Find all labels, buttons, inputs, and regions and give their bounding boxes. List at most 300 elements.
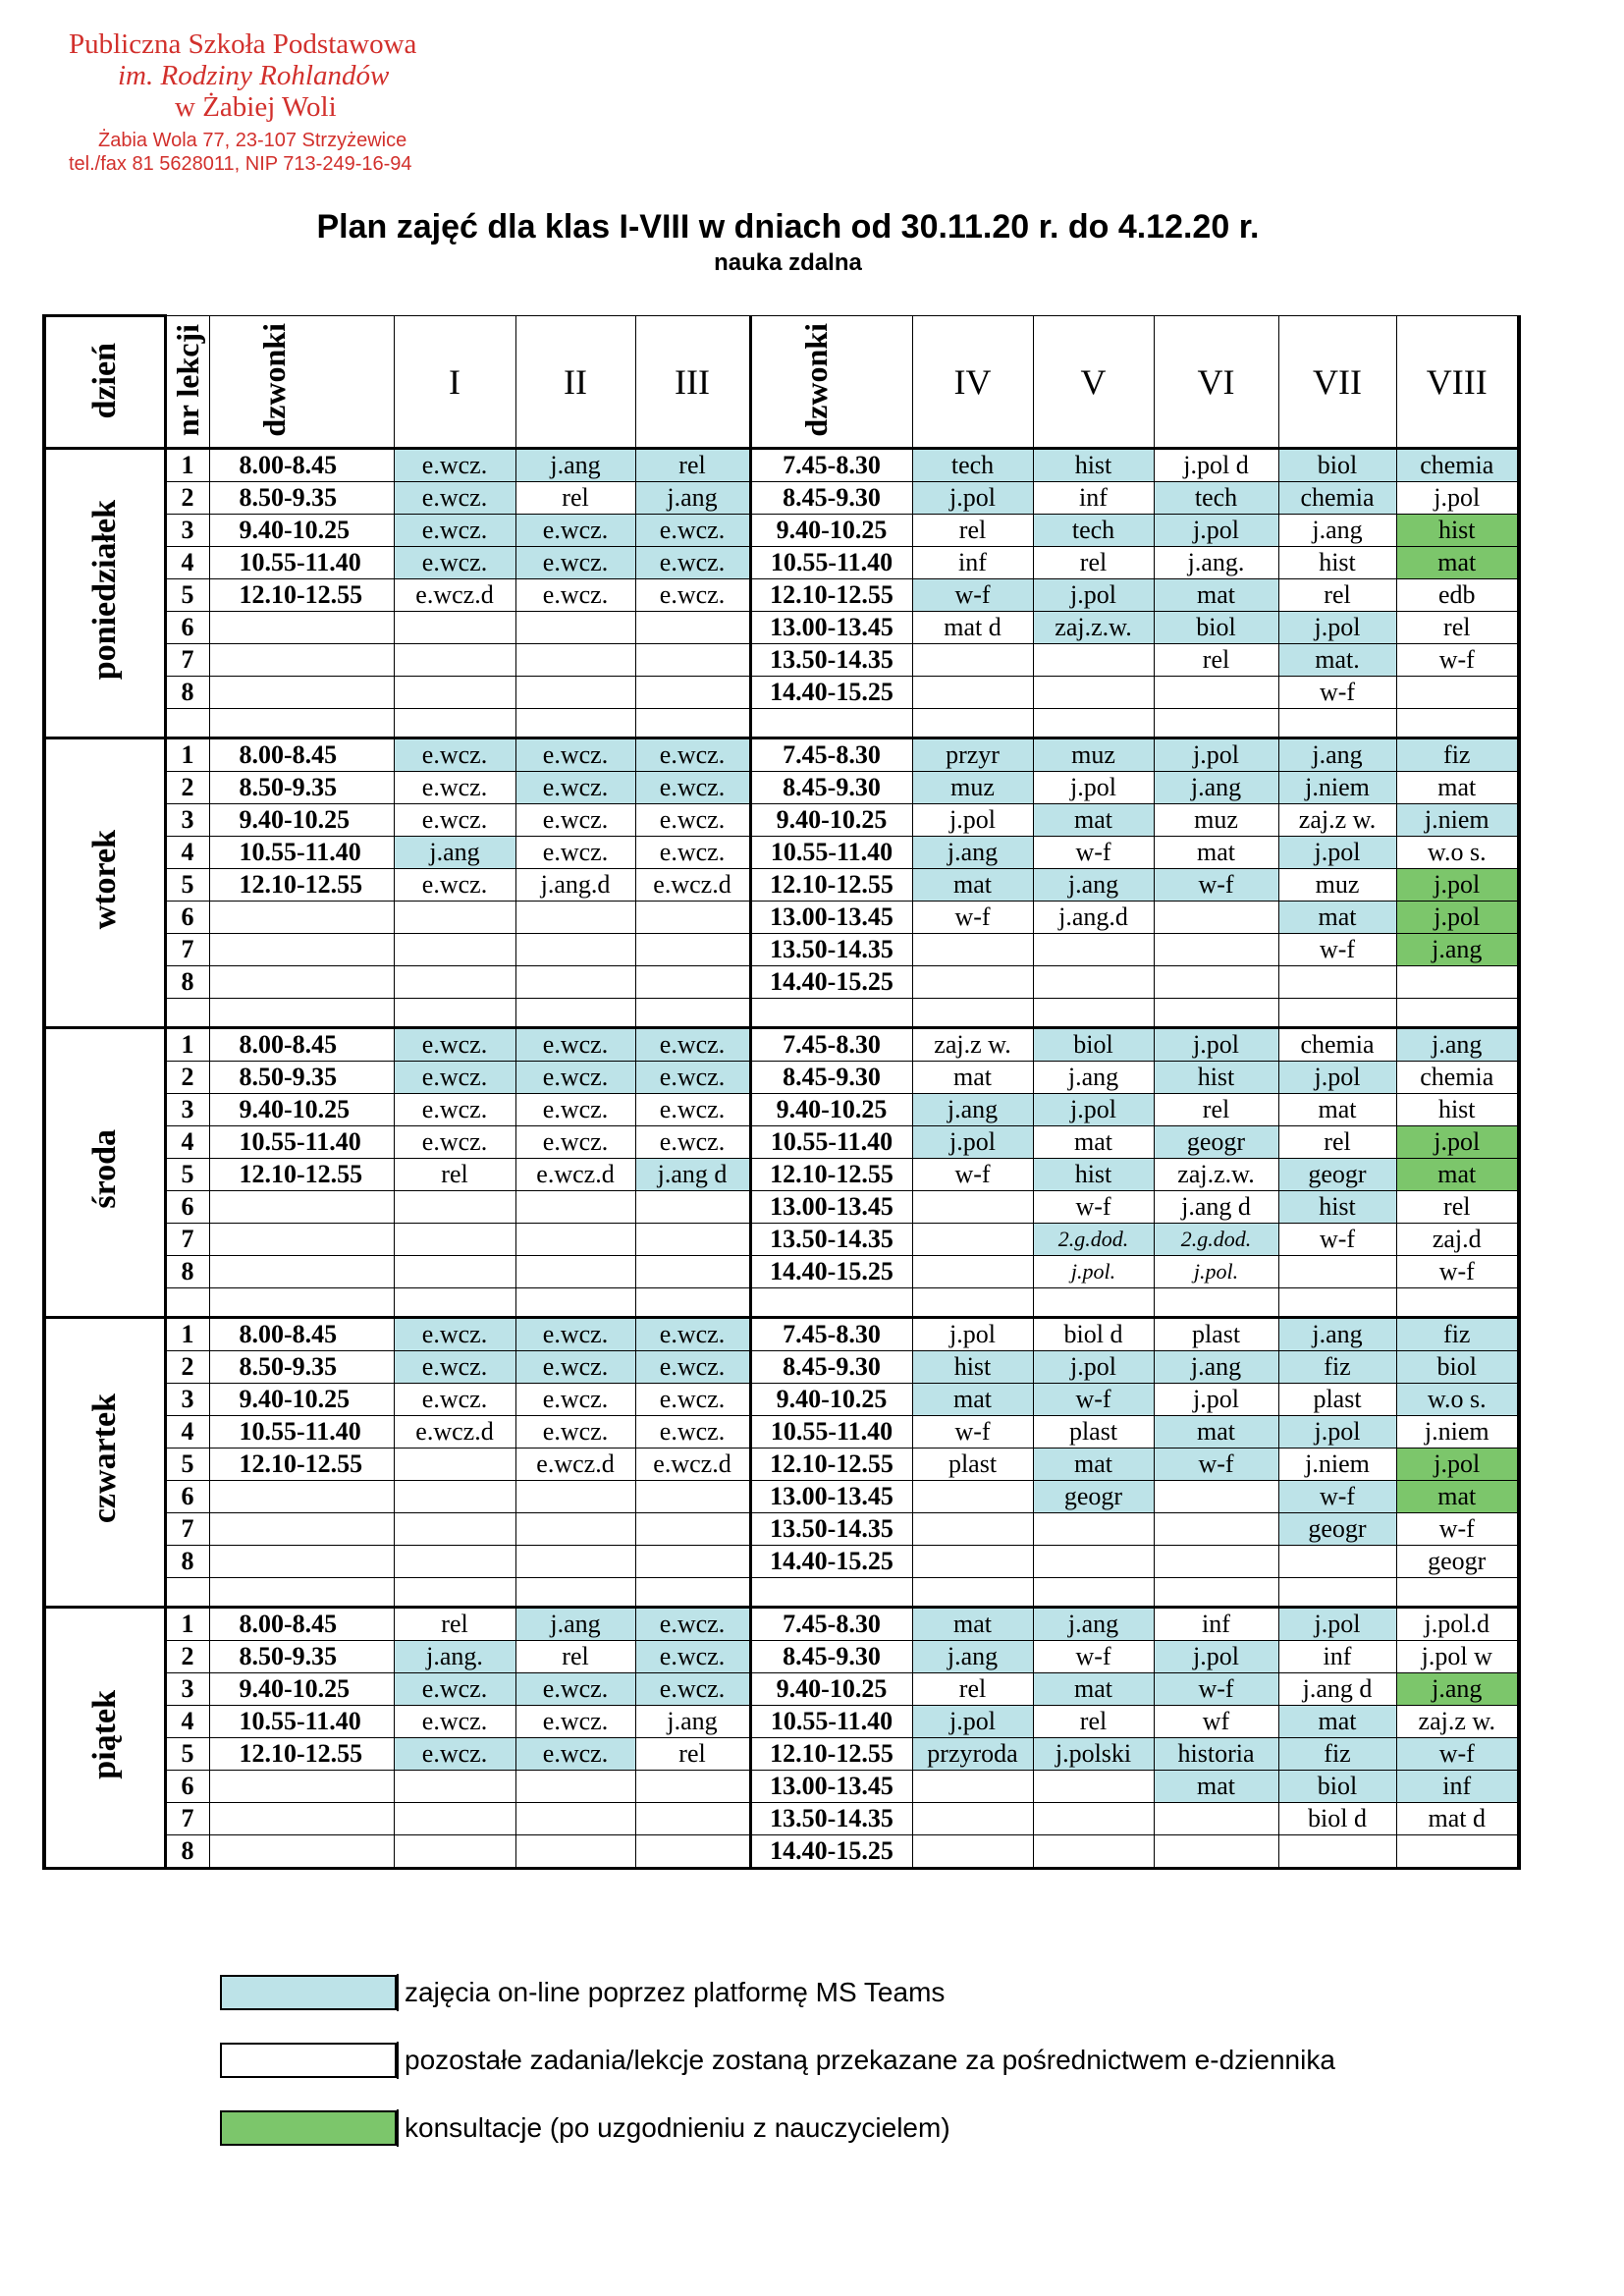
table-row — [44, 1641, 1519, 1673]
page-title: Plan zajęć dla klas I-VIII w dniach od 30.11.20 r. do 4.12.20 r. — [316, 208, 1260, 246]
bell-time — [209, 1835, 394, 1869]
day-name: czwartek — [85, 1394, 123, 1524]
cell-class-III: e.wcz. — [635, 804, 750, 837]
cell-class-V: inf — [1033, 482, 1154, 515]
cell-class-IV: j.ang — [912, 1094, 1033, 1126]
spacer-row — [44, 1288, 1519, 1318]
cell-class-III: e.wcz. — [635, 1351, 750, 1384]
cell-class-V: tech — [1033, 515, 1154, 547]
bell-time-2: 9.40-10.25 — [750, 1094, 912, 1126]
cell-class-V: biol d — [1033, 1318, 1154, 1351]
cell-class-I: e.wcz. — [394, 804, 515, 837]
cell-class-VII: biol d — [1278, 1803, 1396, 1835]
cell-class-III: j.ang — [635, 482, 750, 515]
lesson-number: 5 — [165, 1159, 209, 1191]
cell-class-V: j.pol — [1033, 1351, 1154, 1384]
bell-time — [209, 1256, 394, 1288]
lesson-number: 5 — [165, 579, 209, 612]
cell-class-V: j.ang — [1033, 869, 1154, 902]
header-class-V: V — [1033, 316, 1154, 449]
cell-class-III: e.wcz. — [635, 837, 750, 869]
bell-time-2: 13.00-13.45 — [750, 902, 912, 934]
cell-class-VII — [1278, 966, 1396, 999]
cell-class-VI: w-f — [1154, 1449, 1278, 1481]
cell-class-II: e.wcz. — [515, 547, 635, 579]
cell-class-VIII: zaj.z w. — [1396, 1706, 1519, 1738]
cell-class-VII: mat — [1278, 1706, 1396, 1738]
cell-class-VI — [1154, 677, 1278, 709]
page-subtitle: nauka zdalna — [714, 249, 862, 276]
cell-class-VII: biol — [1278, 449, 1396, 482]
lesson-number: 1 — [165, 1318, 209, 1351]
cell-class-V — [1033, 1771, 1154, 1803]
table-row — [44, 1159, 1519, 1191]
lesson-number: 5 — [165, 1449, 209, 1481]
cell-class-I: e.wcz.d — [394, 1416, 515, 1449]
cell-class-I — [394, 1191, 515, 1224]
spacer-cell — [1033, 999, 1154, 1028]
cell-class-VIII: chemia — [1396, 449, 1519, 482]
cell-class-IV — [912, 1224, 1033, 1256]
legend-text-consult: konsultacje (po uzgodnieniu z nauczycielem) — [397, 2109, 950, 2147]
cell-class-III — [635, 1546, 750, 1578]
cell-class-II: e.wcz. — [515, 1094, 635, 1126]
lesson-number: 7 — [165, 934, 209, 966]
lesson-number: 5 — [165, 869, 209, 902]
cell-class-VIII: hist — [1396, 515, 1519, 547]
cell-class-V: hist — [1033, 1159, 1154, 1191]
header-lesson — [165, 316, 209, 449]
cell-class-VII: geogr — [1278, 1159, 1396, 1191]
bell-time: 9.40-10.25 — [209, 515, 394, 547]
cell-class-IV: muz — [912, 772, 1033, 804]
cell-class-IV: rel — [912, 1673, 1033, 1706]
lesson-number: 7 — [165, 1803, 209, 1835]
bell-time-2: 12.10-12.55 — [750, 1738, 912, 1771]
cell-class-II: e.wcz. — [515, 515, 635, 547]
lesson-number: 1 — [165, 449, 209, 482]
cell-class-VII: muz — [1278, 869, 1396, 902]
cell-class-III: e.wcz.d — [635, 1449, 750, 1481]
cell-class-V: 2.g.dod. — [1033, 1224, 1154, 1256]
cell-class-IV: rel — [912, 515, 1033, 547]
bell-time — [209, 1191, 394, 1224]
table-row — [44, 579, 1519, 612]
cell-class-VI: biol — [1154, 612, 1278, 644]
cell-class-VII: fiz — [1278, 1351, 1396, 1384]
day-cell — [44, 449, 165, 738]
bell-time — [209, 1513, 394, 1546]
cell-class-II: e.wcz.d — [515, 1159, 635, 1191]
cell-class-VII: geogr — [1278, 1513, 1396, 1546]
cell-class-VI — [1154, 1546, 1278, 1578]
spacer-cell — [394, 1578, 515, 1608]
table-row — [44, 1416, 1519, 1449]
spacer-cell — [1396, 709, 1519, 738]
cell-class-VII — [1278, 1835, 1396, 1869]
spacer-cell — [750, 709, 912, 738]
cell-class-IV: j.pol — [912, 1706, 1033, 1738]
cell-class-II — [515, 677, 635, 709]
day-name: wtorek — [85, 829, 123, 930]
cell-class-II — [515, 1771, 635, 1803]
cell-class-IV: mat — [912, 1062, 1033, 1094]
cell-class-VIII: fiz — [1396, 1318, 1519, 1351]
bell-time: 12.10-12.55 — [209, 1159, 394, 1191]
bell-time-2: 8.45-9.30 — [750, 482, 912, 515]
cell-class-VIII: w-f — [1396, 1256, 1519, 1288]
bell-time: 9.40-10.25 — [209, 1094, 394, 1126]
cell-class-VI: w-f — [1154, 869, 1278, 902]
cell-class-VIII: w.o s. — [1396, 837, 1519, 869]
bell-time: 8.50-9.35 — [209, 1351, 394, 1384]
table-row — [44, 934, 1519, 966]
lesson-number: 4 — [165, 1416, 209, 1449]
cell-class-V: biol — [1033, 1028, 1154, 1062]
lesson-number: 6 — [165, 612, 209, 644]
spacer-cell — [165, 999, 209, 1028]
cell-class-VI — [1154, 1513, 1278, 1546]
cell-class-I: e.wcz. — [394, 449, 515, 482]
cell-class-VI: j.ang. — [1154, 547, 1278, 579]
cell-class-VIII: biol — [1396, 1351, 1519, 1384]
lesson-number: 2 — [165, 772, 209, 804]
cell-class-VII: j.pol — [1278, 612, 1396, 644]
day-name: poniedziałek — [85, 499, 123, 681]
lesson-number: 1 — [165, 1608, 209, 1641]
spacer-cell — [912, 999, 1033, 1028]
cell-class-VII — [1278, 1546, 1396, 1578]
legend-item-teams — [220, 1974, 1335, 2011]
cell-class-IV: przyroda — [912, 1738, 1033, 1771]
cell-class-VII: j.ang — [1278, 1318, 1396, 1351]
bell-time: 10.55-11.40 — [209, 1416, 394, 1449]
cell-class-VI: inf — [1154, 1608, 1278, 1641]
cell-class-IV — [912, 1481, 1033, 1513]
cell-class-VII — [1278, 1256, 1396, 1288]
bell-time-2: 9.40-10.25 — [750, 515, 912, 547]
cell-class-VIII: mat — [1396, 547, 1519, 579]
table-row — [44, 1126, 1519, 1159]
cell-class-VII: w-f — [1278, 1224, 1396, 1256]
cell-class-V: mat — [1033, 804, 1154, 837]
cell-class-VIII: geogr — [1396, 1546, 1519, 1578]
cell-class-VIII: j.ang — [1396, 934, 1519, 966]
header-class-VI: VI — [1154, 316, 1278, 449]
cell-class-IV — [912, 1771, 1033, 1803]
bell-time-2: 14.40-15.25 — [750, 1546, 912, 1578]
cell-class-II: rel — [515, 1641, 635, 1673]
cell-class-IV: mat — [912, 1608, 1033, 1641]
cell-class-V: hist — [1033, 449, 1154, 482]
cell-class-VII: fiz — [1278, 1738, 1396, 1771]
cell-class-VII: j.ang — [1278, 515, 1396, 547]
bell-time: 8.50-9.35 — [209, 772, 394, 804]
header-class-VII: VII — [1278, 316, 1396, 449]
stamp-line-2: im. Rodziny Rohlandów — [118, 59, 390, 91]
cell-class-VI: j.pol — [1154, 1384, 1278, 1416]
cell-class-III: e.wcz. — [635, 1384, 750, 1416]
schedule-table — [42, 314, 1521, 1870]
spacer-cell — [635, 1288, 750, 1318]
table-row — [44, 1481, 1519, 1513]
cell-class-III — [635, 966, 750, 999]
table-row — [44, 772, 1519, 804]
spacer-cell — [1033, 1288, 1154, 1318]
bell-time-2: 8.45-9.30 — [750, 1351, 912, 1384]
header-row — [44, 316, 1519, 449]
bell-time-2: 13.50-14.35 — [750, 1513, 912, 1546]
cell-class-V: j.pol. — [1033, 1256, 1154, 1288]
cell-class-V: mat — [1033, 1126, 1154, 1159]
spacer-cell — [1278, 999, 1396, 1028]
cell-class-II: e.wcz.d — [515, 1449, 635, 1481]
cell-class-IV: w-f — [912, 902, 1033, 934]
bell-time-2: 7.45-8.30 — [750, 738, 912, 772]
lesson-number: 2 — [165, 1641, 209, 1673]
bell-time: 12.10-12.55 — [209, 579, 394, 612]
table-row — [44, 1028, 1519, 1062]
cell-class-I: e.wcz. — [394, 772, 515, 804]
stamp-line-5: tel./fax 81 5628011, NIP 713-249-16-94 — [69, 152, 412, 175]
bell-time — [209, 1224, 394, 1256]
cell-class-III: j.ang d — [635, 1159, 750, 1191]
cell-class-VIII: w.o s. — [1396, 1384, 1519, 1416]
cell-class-VIII — [1396, 677, 1519, 709]
table-row — [44, 1191, 1519, 1224]
table-row — [44, 612, 1519, 644]
spacer-cell — [912, 1578, 1033, 1608]
bell-time-2: 10.55-11.40 — [750, 1706, 912, 1738]
cell-class-IV — [912, 1191, 1033, 1224]
cell-class-V — [1033, 1835, 1154, 1869]
cell-class-VIII — [1396, 1835, 1519, 1869]
cell-class-III: e.wcz. — [635, 738, 750, 772]
bell-time: 12.10-12.55 — [209, 1738, 394, 1771]
cell-class-II: j.ang — [515, 1608, 635, 1641]
cell-class-V: rel — [1033, 1706, 1154, 1738]
cell-class-VI: j.pol d — [1154, 449, 1278, 482]
cell-class-I — [394, 1513, 515, 1546]
table-row — [44, 1351, 1519, 1384]
table-row — [44, 1224, 1519, 1256]
cell-class-VI: w-f — [1154, 1673, 1278, 1706]
cell-class-VIII: inf — [1396, 1771, 1519, 1803]
table-row — [44, 677, 1519, 709]
cell-class-I: rel — [394, 1159, 515, 1191]
cell-class-VIII: rel — [1396, 1191, 1519, 1224]
spacer-cell — [515, 1578, 635, 1608]
cell-class-VIII: j.niem — [1396, 804, 1519, 837]
stamp-line-1: Publiczna Szkoła Podstawowa — [69, 28, 417, 60]
cell-class-V: w-f — [1033, 1641, 1154, 1673]
cell-class-VI: j.pol — [1154, 738, 1278, 772]
bell-time: 8.00-8.45 — [209, 1318, 394, 1351]
table-row — [44, 966, 1519, 999]
legend-swatch-consult — [220, 2110, 397, 2146]
cell-class-IV — [912, 966, 1033, 999]
cell-class-IV: mat d — [912, 612, 1033, 644]
bell-time-2: 7.45-8.30 — [750, 1608, 912, 1641]
cell-class-IV: inf — [912, 547, 1033, 579]
stamp-line-3: w Żabiej Woli — [175, 90, 337, 123]
bell-time: 9.40-10.25 — [209, 804, 394, 837]
table-row — [44, 738, 1519, 772]
lesson-number: 8 — [165, 677, 209, 709]
cell-class-VIII: w-f — [1396, 1738, 1519, 1771]
cell-class-VI: mat — [1154, 1416, 1278, 1449]
cell-class-III: e.wcz. — [635, 1318, 750, 1351]
cell-class-III: e.wcz.d — [635, 869, 750, 902]
bell-time-2: 10.55-11.40 — [750, 1416, 912, 1449]
cell-class-II: e.wcz. — [515, 1738, 635, 1771]
cell-class-V: j.pol — [1033, 772, 1154, 804]
cell-class-I: e.wcz. — [394, 547, 515, 579]
bell-time: 12.10-12.55 — [209, 1449, 394, 1481]
cell-class-IV — [912, 644, 1033, 677]
table-row — [44, 1706, 1519, 1738]
cell-class-VII: chemia — [1278, 482, 1396, 515]
table-row — [44, 1546, 1519, 1578]
bell-time-2: 13.00-13.45 — [750, 1191, 912, 1224]
cell-class-VII: mat — [1278, 1094, 1396, 1126]
lesson-number: 1 — [165, 738, 209, 772]
cell-class-VII: j.niem — [1278, 772, 1396, 804]
table-row — [44, 1835, 1519, 1869]
cell-class-V — [1033, 934, 1154, 966]
cell-class-III: e.wcz. — [635, 1608, 750, 1641]
cell-class-VII: j.pol — [1278, 1608, 1396, 1641]
cell-class-VI: wf — [1154, 1706, 1278, 1738]
cell-class-III: e.wcz. — [635, 1062, 750, 1094]
cell-class-VI: 2.g.dod. — [1154, 1224, 1278, 1256]
day-cell — [44, 1318, 165, 1608]
cell-class-I: j.ang. — [394, 1641, 515, 1673]
cell-class-II — [515, 1481, 635, 1513]
cell-class-VII: hist — [1278, 547, 1396, 579]
bell-time — [209, 612, 394, 644]
cell-class-VII: rel — [1278, 1126, 1396, 1159]
lesson-number: 4 — [165, 1706, 209, 1738]
cell-class-II — [515, 612, 635, 644]
cell-class-VIII: j.pol — [1396, 1126, 1519, 1159]
table-row — [44, 1318, 1519, 1351]
lesson-number: 5 — [165, 1738, 209, 1771]
spacer-cell — [165, 709, 209, 738]
bell-time-2: 8.45-9.30 — [750, 772, 912, 804]
cell-class-VI: rel — [1154, 644, 1278, 677]
cell-class-V: j.ang — [1033, 1608, 1154, 1641]
table-row — [44, 1449, 1519, 1481]
bell-time-2: 13.00-13.45 — [750, 1481, 912, 1513]
lesson-number: 2 — [165, 482, 209, 515]
cell-class-VII: zaj.z w. — [1278, 804, 1396, 837]
cell-class-II — [515, 644, 635, 677]
cell-class-VII: j.niem — [1278, 1449, 1396, 1481]
spacer-cell — [394, 999, 515, 1028]
spacer-cell — [1154, 1578, 1278, 1608]
table-row — [44, 837, 1519, 869]
cell-class-II: e.wcz. — [515, 579, 635, 612]
header-day — [44, 316, 165, 449]
cell-class-VI: j.ang — [1154, 772, 1278, 804]
cell-class-V: geogr — [1033, 1481, 1154, 1513]
cell-class-I: e.wcz.d — [394, 579, 515, 612]
spacer-cell — [209, 709, 394, 738]
cell-class-I — [394, 1546, 515, 1578]
cell-class-III: e.wcz. — [635, 1126, 750, 1159]
cell-class-I — [394, 644, 515, 677]
cell-class-VIII: j.niem — [1396, 1416, 1519, 1449]
table-row — [44, 804, 1519, 837]
cell-class-IV — [912, 1546, 1033, 1578]
cell-class-I — [394, 612, 515, 644]
cell-class-VII: j.ang — [1278, 738, 1396, 772]
cell-class-II — [515, 934, 635, 966]
cell-class-VI: j.ang d — [1154, 1191, 1278, 1224]
cell-class-IV: w-f — [912, 579, 1033, 612]
cell-class-VIII: mat d — [1396, 1803, 1519, 1835]
cell-class-VII: rel — [1278, 579, 1396, 612]
cell-class-V: j.pol — [1033, 1094, 1154, 1126]
cell-class-VII: j.pol — [1278, 1062, 1396, 1094]
school-stamp — [69, 29, 416, 175]
cell-class-VII: inf — [1278, 1641, 1396, 1673]
table-row — [44, 1738, 1519, 1771]
cell-class-IV: j.pol — [912, 482, 1033, 515]
cell-class-VIII: rel — [1396, 612, 1519, 644]
cell-class-I: e.wcz. — [394, 738, 515, 772]
cell-class-IV — [912, 1803, 1033, 1835]
cell-class-V: mat — [1033, 1673, 1154, 1706]
cell-class-III: e.wcz. — [635, 579, 750, 612]
cell-class-VI: j.pol — [1154, 515, 1278, 547]
bell-time-2: 10.55-11.40 — [750, 837, 912, 869]
cell-class-II: rel — [515, 482, 635, 515]
cell-class-II — [515, 966, 635, 999]
cell-class-VII: w-f — [1278, 677, 1396, 709]
cell-class-II: e.wcz. — [515, 1706, 635, 1738]
legend-text-teams: zajęcia on-line poprzez platformę MS Teams — [397, 1974, 945, 2011]
cell-class-VII: w-f — [1278, 934, 1396, 966]
spacer-cell — [1154, 999, 1278, 1028]
cell-class-V: w-f — [1033, 1191, 1154, 1224]
cell-class-VI — [1154, 902, 1278, 934]
cell-class-V — [1033, 966, 1154, 999]
table-row — [44, 1256, 1519, 1288]
cell-class-II: e.wcz. — [515, 804, 635, 837]
cell-class-VIII: chemia — [1396, 1062, 1519, 1094]
cell-class-I — [394, 902, 515, 934]
bell-time-2: 9.40-10.25 — [750, 1673, 912, 1706]
bell-time-2: 13.50-14.35 — [750, 934, 912, 966]
legend — [220, 1974, 1335, 2177]
cell-class-V — [1033, 1803, 1154, 1835]
spacer-cell — [165, 1578, 209, 1608]
spacer-cell — [750, 1288, 912, 1318]
bell-time — [209, 1481, 394, 1513]
cell-class-VI: geogr — [1154, 1126, 1278, 1159]
cell-class-VIII: edb — [1396, 579, 1519, 612]
table-row — [44, 1384, 1519, 1416]
bell-time: 8.50-9.35 — [209, 482, 394, 515]
lesson-number: 3 — [165, 515, 209, 547]
bell-time-2: 13.00-13.45 — [750, 1771, 912, 1803]
spacer-cell — [912, 1288, 1033, 1318]
cell-class-IV: j.ang — [912, 1641, 1033, 1673]
table-row — [44, 515, 1519, 547]
cell-class-III — [635, 1513, 750, 1546]
